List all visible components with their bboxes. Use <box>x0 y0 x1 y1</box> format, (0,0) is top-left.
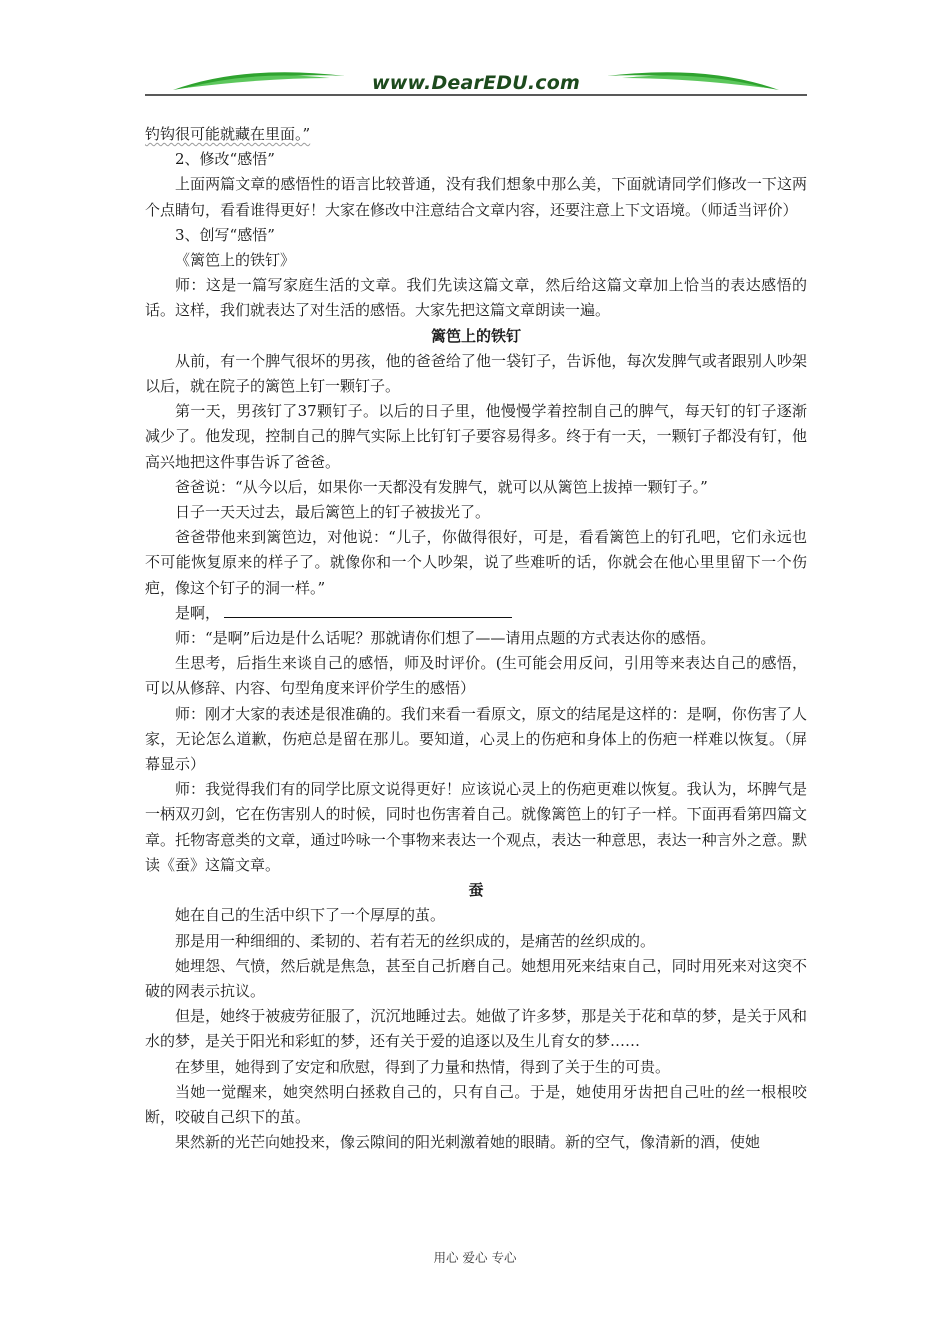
paragraph <box>145 122 807 147</box>
paragraph-text: 第一天，男孩钉了37颗钉子。以后的日子里，他慢慢学着控制自己的脾气，每天钉的钉子逐渐减少了。他发现，控制自己的脾气实际上比钉钉子要容易得多。终于有一天，一颗钉子都没有钉，他高兴地把这件事告诉了爸爸。 <box>145 402 807 471</box>
paragraph-text: 上面两篇文章的感悟性的语言比较普通，没有我们想象中那么美，下面就请同学们修改一下这两个点睛句，看看谁得更好！大家在修改中注意结合文章内容，还要注意上下文语境。（师适当评价） <box>145 175 807 219</box>
paragraph-text: 当她一觉醒来，她突然明白拯救自己的，只有自己。于是，她使用牙齿把自己吐的丝一根根咬断，咬破自己织下的茧。 <box>145 1082 807 1126</box>
paragraph-text: 师：这是一篇写家庭生活的文章。我们先读这篇文章，然后给这篇文章加上恰当的表达感悟的话。这样，我们就表达了对生活的感悟。大家先把这篇文章朗读一遍。 <box>145 276 807 320</box>
paragraph <box>145 929 807 954</box>
paragraph <box>145 349 807 399</box>
paragraph-text: 生思考，后指生来谈自己的感悟，师及时评价。(生可能会用反问，引用等来表达自己的感悟，可以从修辞、内容、句型角度来评价学生的感悟） <box>145 654 807 698</box>
paragraph <box>145 651 807 701</box>
paragraph <box>145 248 807 273</box>
paragraph-text: 爸爸带他来到篱笆边，对他说：“儿子，你做得很好，可是，看看篱笆上的钉孔吧，它们永远也不可能恢复原来的样子了。就像你和一个人吵架，说了些难听的话，你就会在他心里里留下一个伤疤，像这个钉子的洞一样。” <box>145 528 807 597</box>
section-title: 篱笆上的铁钉 <box>430 326 521 345</box>
paragraph <box>145 777 807 878</box>
paragraph-text: 师：“是啊”后边是什么话呢？那就请你们想了——请用点题的方式表达你的感悟。 <box>175 629 716 648</box>
paragraph-text: 日子一天天过去，最后篱笆上的钉子被拔光了。 <box>175 503 491 522</box>
paragraph <box>145 1004 807 1054</box>
paragraph-text: 师：我觉得我们有的同学比原文说得更好！应该说心灵上的伤疤更难以恢复。我认为，坏脾气是一柄双刃剑，它在伤害别人的时候，同时也伤害着自己。就像篱笆上的钉子一样。下面再看第四篇文章。托物寄意类的文章，通过吟咏一个事物来表达一个观点，表达一种意思，表达一种言外之意。默读《蚕》这篇文章。 <box>145 780 807 874</box>
paragraph <box>145 1080 807 1130</box>
paragraph-text: 爸爸说：“从今以后，如果你一天都没有发脾气，就可以从篱笆上拔掉一颗钉子。” <box>175 477 708 496</box>
paragraph <box>145 525 807 601</box>
paragraph-text: 但是，她终于被疲劳征服了，沉沉地睡过去。她做了许多梦，那是关于花和草的梦，是关于风和水的梦，是关于阳光和彩虹的梦，还有关于爱的追逐以及生儿育女的梦…… <box>145 1007 807 1051</box>
paragraph <box>145 1130 807 1155</box>
section-title: 蚕 <box>468 881 484 900</box>
paragraph <box>145 903 807 928</box>
site-logo[interactable]: www.DearEDU.com <box>371 72 581 94</box>
paragraph-text: 2、修改“感悟” <box>175 150 275 169</box>
page-footer: 用心 爱心 专心 <box>433 1250 517 1265</box>
site-header <box>145 62 807 102</box>
paragraph <box>145 626 807 651</box>
paragraph-text: 从前，有一个脾气很坏的男孩，他的爸爸给了他一袋钉子，告诉他，每次发脾气或者跟别人吵架以后，就在院子的篱笆上钉一颗钉子。 <box>145 351 807 396</box>
paragraph-text: 在梦里，她得到了安定和欣慰，得到了力量和热情，得到了关于生的可贵。 <box>175 1057 671 1076</box>
paragraph <box>145 147 807 172</box>
paragraph-text: 《篱笆上的铁钉》 <box>175 251 296 270</box>
document-body <box>145 122 807 1155</box>
paragraph <box>145 399 807 475</box>
fill-in-paragraph <box>145 601 807 626</box>
paragraph-text: 果然新的光芒向她投来，像云隙间的阳光刺激着她的眼睛。新的空气，像清新的酒，使她 <box>175 1133 761 1152</box>
paragraph <box>145 500 807 525</box>
paragraph <box>145 172 807 222</box>
paragraph-text: 钓钩很可能就藏在里面。” <box>145 125 311 143</box>
paragraph <box>145 1055 807 1080</box>
paragraph-text: 那是用一种细细的、柔韧的、若有若无的丝织成的，是痛苦的丝织成的。 <box>175 931 656 950</box>
paragraph <box>145 223 807 248</box>
paragraph-text: 3、创写“感悟” <box>175 225 275 244</box>
answer-blank[interactable] <box>224 601 512 618</box>
paragraph <box>145 475 807 500</box>
paragraph-text: 她埋怨、气愤，然后就是焦急，甚至自己折磨自己。她想用死来结束自己，同时用死来对这突不破的网表示抗议。 <box>145 956 807 1000</box>
paragraph <box>145 702 807 778</box>
paragraph-text: 师：刚才大家的表述是很准确的。我们来看一看原文，原文的结尾是这样的：是啊，你伤害了人家，无论怎么道歉，伤疤总是留在那儿。要知道，心灵上的伤疤和身体上的伤疤一样难以恢复。（屏幕显示） <box>145 704 807 774</box>
paragraph <box>145 954 807 1004</box>
paragraph <box>145 273 807 323</box>
paragraph-text: 她在自己的生活中织下了一个厚厚的茧。 <box>175 906 446 925</box>
paragraph-text: 是啊， <box>175 603 221 622</box>
